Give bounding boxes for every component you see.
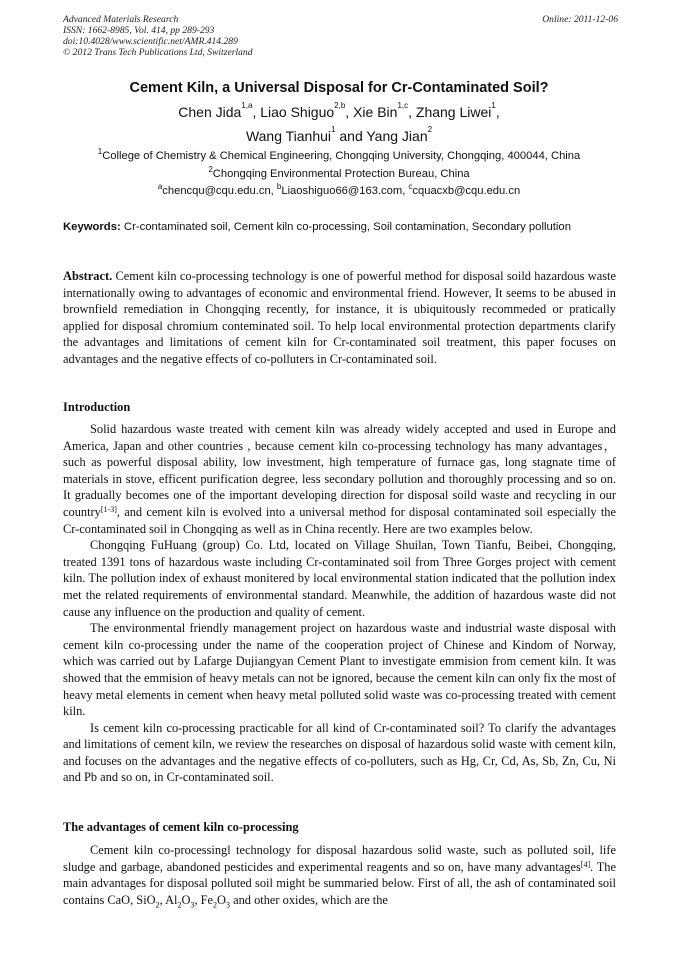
paragraph bbox=[63, 842, 616, 914]
author-affiliation-mark: 2 bbox=[427, 125, 433, 134]
paper-title: Cement Kiln, a Universal Disposal for Cr-Contaminated Soil? bbox=[129, 80, 549, 96]
online-date: Online: 2011-12-06 bbox=[542, 14, 618, 25]
author-name: Yang Jian bbox=[366, 128, 428, 144]
paragraph: The environmental friendly management project on hazardous waste and industrial waste disposal with cement kiln co-processing under the name of the cooperation project of Chinese and Kindom of Norway, which was carried out by Lafarge Dujiangyan Cement Plant to investigate emmision from cement kiln. It was showed that the emmision of heavy metals can not be ignored, because the cement kiln can only fix the most of heavy metal elements in cement when heavy metal polluted solid waste was co-processing treated with cement kiln. bbox=[63, 621, 616, 719]
paragraph-text: O bbox=[181, 892, 191, 907]
affiliation-text: Chongqing Environmental Protection Bureau, China bbox=[212, 168, 470, 180]
author-name: Xie Bin bbox=[353, 104, 398, 120]
affiliation-text: College of Chemistry & Chemical Engineering, Chongqing University, Chongqing, 400044, China bbox=[102, 150, 581, 162]
email-mark: c bbox=[408, 182, 413, 191]
author-affiliation-mark: 1 bbox=[331, 125, 336, 134]
email-address: chencqu@cqu.edu.cn bbox=[162, 185, 271, 197]
section-heading-introduction: Introduction bbox=[63, 400, 131, 414]
abstract-label: Abstract. bbox=[63, 269, 113, 283]
author-separator: , bbox=[495, 104, 500, 120]
author-affiliation-mark: 1,a bbox=[241, 101, 253, 110]
journal-doi: doi:10.4028/www.scientific.net/AMR.414.289 bbox=[63, 36, 238, 47]
author-name: Wang Tianhui bbox=[245, 128, 332, 144]
keywords-text: Cr-contaminated soil, Cement kiln co-processing, Soil contamination, Secondary pollution bbox=[120, 221, 571, 233]
email-mark: a bbox=[157, 182, 163, 191]
authors-line-2 bbox=[20, 125, 658, 144]
journal-header bbox=[63, 14, 618, 58]
author-affiliation-mark: 1 bbox=[491, 101, 496, 110]
paragraph-text: Cement kiln co-processingl technology for disposal hazardous solid waste, such as polluted soil, life sludge and garbage, abandoned pesticides and experimental reagents and so on, have many advantages bbox=[63, 843, 616, 874]
abstract bbox=[63, 268, 616, 368]
paragraph: Is cement kiln co-processing practicable for all kind of Cr-contaminated soil? To clarify the advantages and limitations of cement kiln, we review the researches on disposal of hazardous solid waste with cement kiln, and focuses on the advantages and the negative effects of co-polluters, such as Hg, Cr, Cd, As, Sb, Zn, Cu, Ni and Pb and so on, in Cr-contaminated soil. bbox=[63, 720, 616, 785]
citation: [4] bbox=[580, 859, 591, 869]
author-emails: $^a$chencqu@cqu.edu.cn, $^b$Liaoshiguo66@163.com, $^c$cquacxb@cqu.edu.cn bbox=[157, 182, 521, 197]
author-separator: , bbox=[252, 104, 261, 120]
paragraph-text: and other oxides, which are the bbox=[230, 892, 388, 907]
email-mark: b bbox=[276, 182, 282, 191]
email-address: Liaoshiguo66@163.com bbox=[281, 185, 403, 197]
affiliation-mark: 1 bbox=[97, 147, 103, 156]
author-affiliation-mark: 2,b bbox=[334, 101, 346, 110]
subscript: 2 bbox=[213, 900, 218, 910]
subscript: 3 bbox=[190, 900, 195, 910]
abstract-text: Cement kiln co-processing technology is one of powerful method for disposal soild hazardous waste internationally owing to advantages of economic and environmental friend. However, It seems to be abused in brownfield remediation in Chongqing recently, for instance, it is ubiquitously recommeded or pratically applied for disposal chromium conteminated soil. To help local environmental protection departments clarify the advantages and limitations of cement kiln for Cr-contaminated soil treatment, this paper focuses on advantages and the negative effects of co-polluters in Cr-contaminated soil. bbox=[63, 269, 616, 366]
subscript: 3 bbox=[226, 900, 230, 910]
author-affiliation-mark: 1,c bbox=[397, 101, 409, 110]
authors-line-1 bbox=[20, 101, 658, 120]
journal-issn: ISSN: 1662-8985, Vol. 414, pp 289-293 bbox=[63, 25, 215, 36]
author-name: Chen Jida bbox=[178, 104, 242, 120]
paragraph-text: , and cement kiln is evolved into a universal method for disposal contaminated soil especially the Cr-contaminated soil in Chongqing as well as in China recently. Here are two examples below. bbox=[63, 504, 616, 536]
paragraph: Chongqing FuHuang (group) Co. Ltd, located on Village Shuilan, Town Tianfu, Beibei, Chongqing, treated 1391 tons of hazardous waste including Cr-contaminated soil from Three Gorges project with cement kiln. The pollution index of exhaust monitered by local environmental station indicated that the pollution index met the related requirements of environmental standard. Meanwhile, the addition of hazardous waste did not cause any influence on the production and quality of cement. bbox=[63, 538, 616, 619]
paragraph-text: . The main advantages for disposal polluted soil might be summaried below. First of all, the ash of contaminated soil contains CaO, SiO bbox=[63, 859, 616, 907]
author-separator: , bbox=[408, 104, 416, 120]
paragraph-text: , Fe bbox=[194, 892, 214, 907]
affiliation-1 bbox=[10, 147, 668, 162]
paragraph-text: Solid hazardous waste treated with cement kiln was already widely accepted and used in Europe and America, Japan and other countries , because cement kiln co-processing technology has many advantages，such as powerful disposal ability, low investment, high temperature of furnace gas, long stagnate time of materials in stove, efficent purification degree, less secondary pollution and thoroughly processing and so on. It gradually becomes one of the important developing direction for disposal soild waste and recycling in our country bbox=[63, 422, 616, 519]
affiliation-mark: 2 bbox=[208, 165, 213, 174]
author-name: Liao Shiguo bbox=[260, 104, 335, 120]
citation: [1-3] bbox=[100, 504, 117, 514]
paragraph bbox=[63, 421, 616, 537]
introduction-body bbox=[63, 421, 616, 786]
paragraph-text: , Al bbox=[159, 892, 178, 907]
author-separator: , bbox=[345, 104, 354, 120]
keywords-label: Keywords: bbox=[63, 221, 121, 233]
keywords bbox=[63, 220, 616, 234]
journal-copyright: © 2012 Trans Tech Publications Ltd, Switzerland bbox=[63, 47, 253, 58]
author-name: Zhang Liwei bbox=[415, 104, 492, 120]
journal-name: Advanced Materials Research bbox=[63, 14, 179, 25]
email-address: cquacxb@cqu.edu.cn bbox=[412, 185, 521, 197]
section-heading-advantages: The advantages of cement kiln co-processing bbox=[63, 820, 299, 834]
paragraph-text: O bbox=[217, 892, 226, 907]
advantages-body bbox=[63, 842, 616, 914]
subscript: 2 bbox=[155, 900, 160, 910]
affiliation-2 bbox=[10, 165, 668, 180]
author-separator: and bbox=[335, 128, 367, 144]
subscript: 2 bbox=[177, 900, 182, 910]
